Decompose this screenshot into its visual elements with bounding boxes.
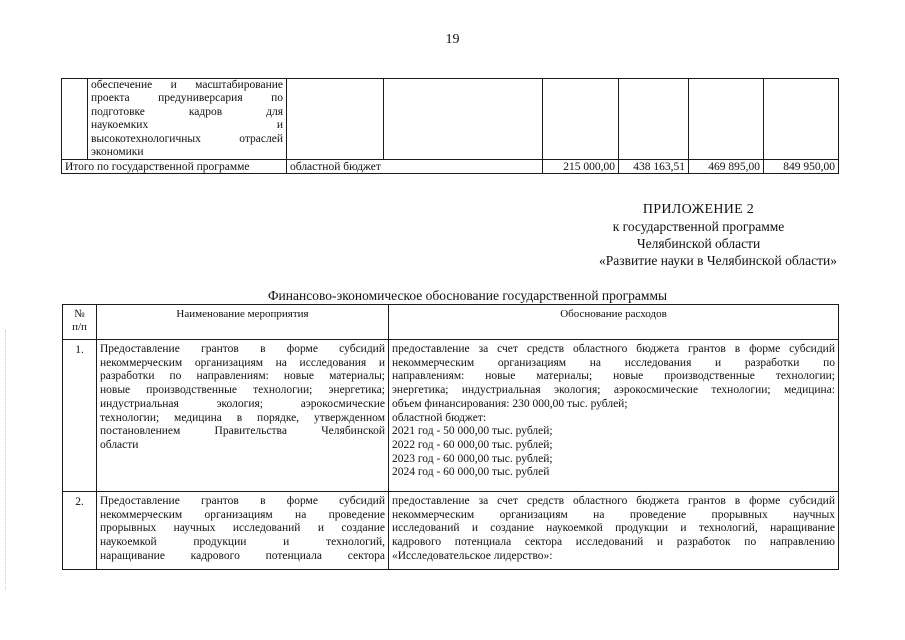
desc-line: обеспечение и масштабирование	[91, 79, 283, 91]
basis-line: некоммерческим организациям на проведение прорывных научных	[392, 508, 835, 521]
basis-cell	[389, 340, 839, 492]
name-line: прорывных научных исследований и создание	[100, 522, 385, 535]
appendix-line: «Развитие науки в Челябинской области»	[599, 253, 837, 268]
desc-line: подготовке кадров для	[91, 105, 283, 118]
column-header-basis: Обоснование расходов	[389, 305, 839, 340]
appendix-line: к государственной программе	[612, 219, 785, 234]
financial-justification-table	[62, 304, 839, 570]
basis-line: энергетика; индустриальная экология; аэрокосмические технологии; медицина:	[392, 384, 835, 397]
basis-line: 2023 год - 60 000,00 тыс. рублей;	[392, 452, 553, 465]
table-cell	[384, 79, 543, 160]
basis-line: направлениям: новые материалы; новые производственные технологии;	[392, 370, 835, 383]
total-value: 469 895,00	[689, 160, 764, 174]
table-cell	[287, 79, 384, 160]
page-number: 19	[445, 32, 460, 47]
total-value: 215 000,00	[543, 160, 619, 174]
appendix-heading	[500, 201, 837, 269]
table-row	[63, 492, 839, 570]
desc-line: проекта предуниверсария по	[91, 92, 283, 105]
name-line: Предоставление грантов в форме субсидий	[100, 495, 385, 507]
row-number: 1.	[63, 340, 97, 492]
basis-line: предоставление за счет средств областного бюджета грантов в форме субсидий	[392, 343, 835, 355]
total-value: 438 163,51	[619, 160, 689, 174]
table-header-row	[63, 305, 839, 340]
basis-line: некоммерческим организациям на исследования и разработки по	[392, 356, 835, 369]
table-row	[63, 340, 839, 492]
column-header-number	[63, 305, 97, 340]
basis-line: объем финансирования: 230 000,00 тыс. рублей;	[392, 397, 628, 410]
basis-line: областной бюджет:	[392, 411, 487, 424]
table-row	[62, 79, 839, 160]
name-line: технологии; медицина в порядке, утвержденном	[100, 411, 385, 424]
name-line: некоммерческим организациям на проведение	[100, 508, 385, 521]
header-text: №	[74, 308, 85, 320]
appendix-title: ПРИЛОЖЕНИЕ 2	[642, 202, 755, 217]
name-line: некоммерческим организациям на исследования и	[100, 356, 385, 369]
name-line: постановлением Правительства Челябинской	[100, 425, 385, 438]
name-line: области	[100, 438, 139, 451]
table-cell	[543, 79, 619, 160]
name-line: Предоставление грантов в форме субсидий	[100, 343, 385, 355]
column-header-name: Наименование мероприятия	[97, 305, 389, 340]
table-cell	[689, 79, 764, 160]
measure-description-cell	[88, 79, 287, 160]
measure-name-cell	[97, 492, 389, 570]
desc-line: экономики	[91, 146, 144, 159]
measure-name-cell	[97, 340, 389, 492]
total-row	[62, 160, 839, 174]
table-cell	[764, 79, 839, 160]
desc-line: наукоемких и	[91, 119, 283, 132]
table-cell	[619, 79, 689, 160]
basis-line: 2024 год - 60 000,00 тыс. рублей	[392, 466, 550, 479]
basis-line: исследований и создание наукоемкой продукции и технологий, наращивание	[392, 522, 835, 535]
basis-cell	[389, 492, 839, 570]
basis-line: «Исследовательское лидерство»:	[392, 549, 553, 562]
name-line: наращивание кадрового потенциала сектора	[100, 549, 385, 562]
total-label: Итого по государственной программе	[62, 160, 287, 174]
basis-line: 2021 год - 50 000,00 тыс. рублей;	[392, 425, 553, 438]
basis-line: кадрового потенциала сектора исследований и разработок по направлению	[392, 536, 835, 549]
header-text: п/п	[72, 320, 87, 333]
basis-line: 2022 год - 60 000,00 тыс. рублей;	[392, 438, 553, 451]
appendix-line: Челябинской области	[636, 236, 761, 251]
scan-margin-marks	[5, 330, 8, 590]
desc-line: высокотехнологичных отраслей	[91, 132, 283, 145]
funding-source: областной бюджет	[287, 160, 543, 174]
name-line: индустриальная экология; аэрокосмические	[100, 397, 385, 410]
name-line: наукоемкой продукции и технологий,	[100, 536, 385, 549]
table-cell	[62, 79, 88, 160]
table-caption: Финансово-экономическое обоснование государственной программы	[267, 288, 668, 303]
row-number: 2.	[63, 492, 97, 570]
name-line: новые производственные технологии; энергетика;	[100, 384, 385, 397]
total-value: 849 950,00	[764, 160, 839, 174]
basis-line: предоставление за счет средств областного бюджета грантов в форме субсидий	[392, 495, 835, 507]
name-line: разработки по направлениям: новые материалы;	[100, 370, 385, 383]
expenses-table-continuation	[61, 78, 839, 174]
